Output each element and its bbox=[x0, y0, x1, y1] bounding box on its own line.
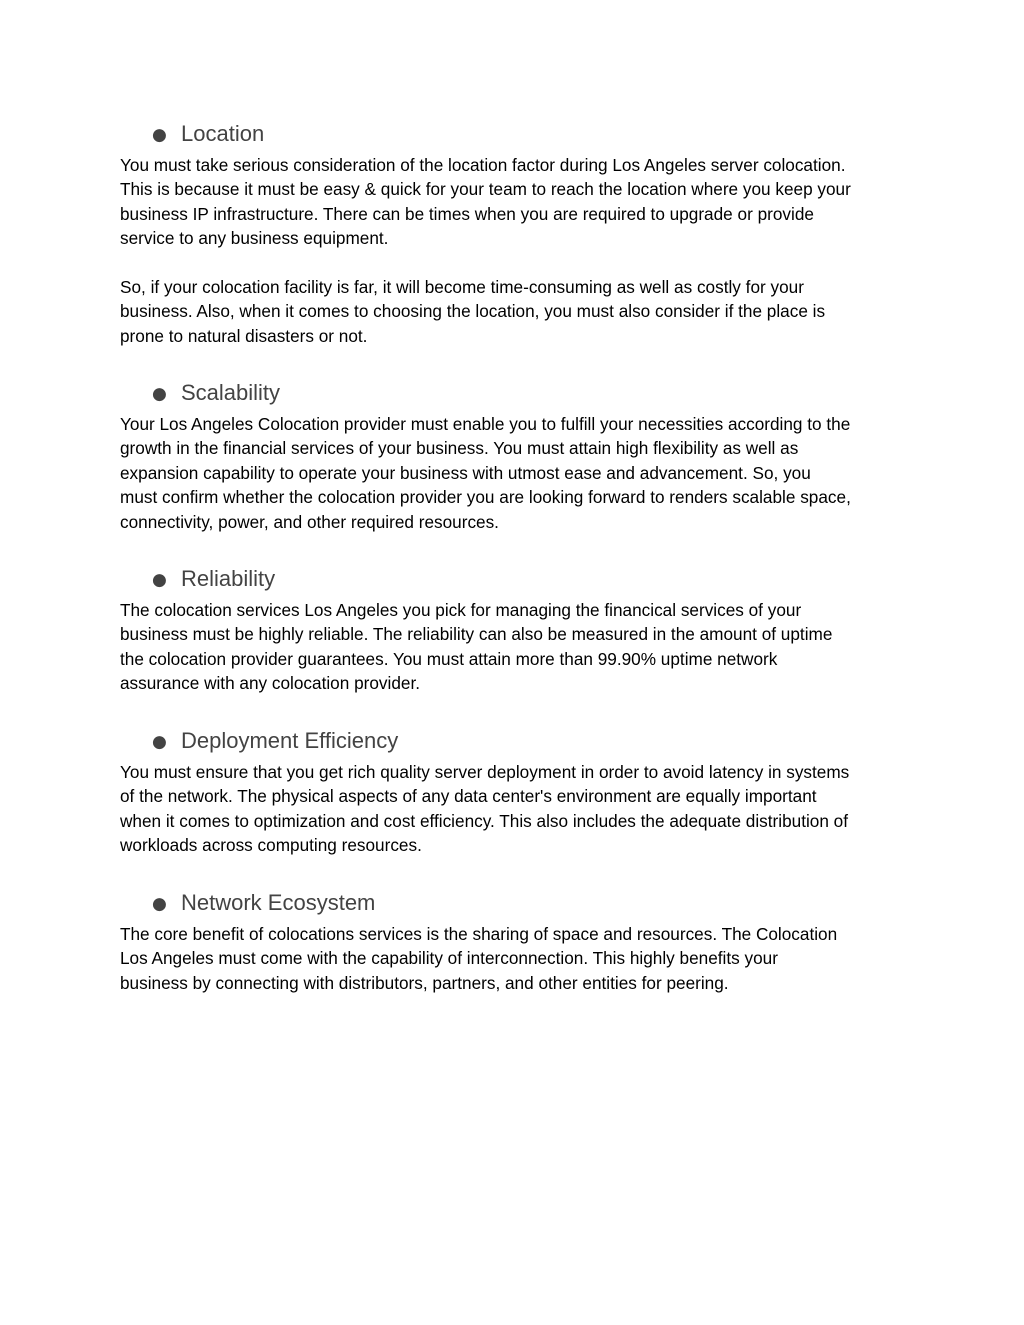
heading-location: Location bbox=[181, 121, 265, 146]
paragraph: The core benefit of colocations services is the sharing of space and resources. The Colocation Los Angeles must come with the capability of interconnection. This highly benefits your business by connecting with distributors, partners, and other entities for peering. bbox=[120, 924, 838, 993]
section-heading bbox=[120, 726, 920, 760]
paragraph: The colocation services Los Angeles you pick for managing the financical services of your business must be highly reliable. The reliability can also be measured in the amount of uptime the colocation provider guarantees. You must attain more than 99.90% uptime network assurance with any colocation provider. bbox=[120, 600, 833, 694]
section-reliability bbox=[120, 564, 920, 696]
section-deployment-efficiency bbox=[120, 726, 920, 858]
heading-reliability: Reliability bbox=[181, 566, 276, 591]
section-scalability bbox=[120, 378, 920, 534]
paragraph: Your Los Angeles Colocation provider must enable you to fulfill your necessities according to the growth in the financial services of your business. You must attain high flexibility as well as expansion capability to operate your business with utmost ease and advancement. So, you must confirm whether the colocation provider you are looking forward to renders scalable space, connectivity, power, and other required resources. bbox=[120, 414, 851, 532]
heading-scalability: Scalability bbox=[181, 380, 281, 405]
paragraph: You must take serious consideration of the location factor during Los Angeles server colocation. This is because it must be easy & quick for your team to reach the location where you keep your business IP infrastructure. There can be times when you are required to upgrade or provide service to any business equipment. bbox=[120, 155, 851, 249]
paragraph: You must ensure that you get rich quality server deployment in order to avoid latency in systems of the network. The physical aspects of any data center's environment are equally important when it comes to optimization and cost efficiency. This also includes the adequate distribution of workloads across computing resources. bbox=[120, 762, 850, 856]
paragraph: So, if your colocation facility is far, it will become time-consuming as well as costly for your business. Also, when it comes to choosing the location, you must also consider if the place is prone to natural disasters or not. bbox=[120, 277, 826, 346]
section-heading bbox=[120, 564, 920, 598]
section-location bbox=[120, 119, 920, 348]
section-heading bbox=[120, 888, 920, 922]
bullet-icon: ● bbox=[152, 125, 167, 145]
section-heading bbox=[120, 119, 920, 153]
bullet-icon: ● bbox=[152, 384, 167, 404]
section-network-ecosystem bbox=[120, 888, 920, 995]
heading-network-ecosystem: Network Ecosystem bbox=[181, 890, 376, 915]
bullet-icon: ● bbox=[152, 894, 167, 914]
bullet-icon: ● bbox=[152, 570, 167, 590]
bullet-icon: ● bbox=[152, 732, 167, 752]
heading-deployment-efficiency: Deployment Efficiency bbox=[181, 728, 399, 753]
section-heading bbox=[120, 378, 920, 412]
